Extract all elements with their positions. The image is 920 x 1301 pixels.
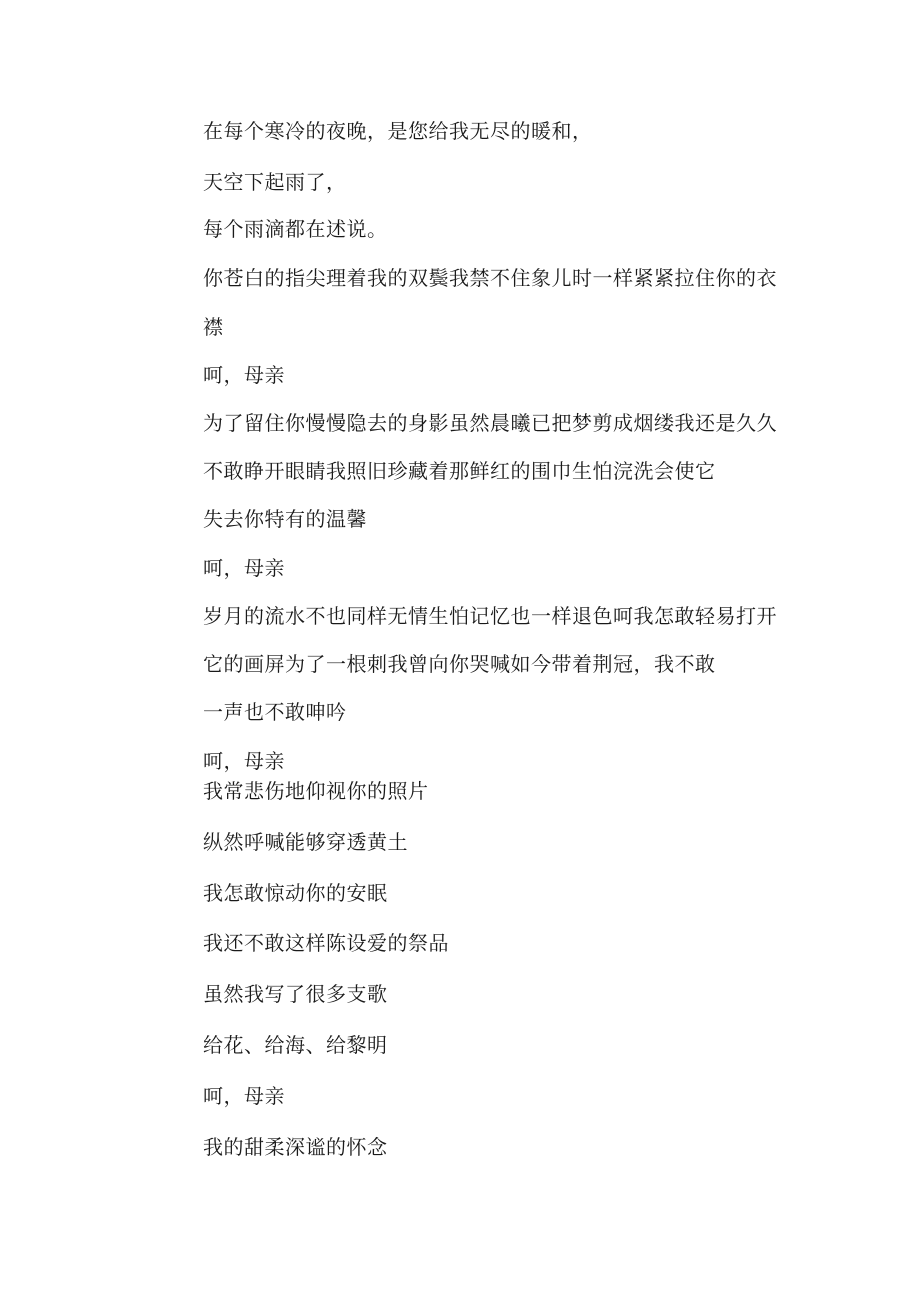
text-line: 一声也不敢呻吟	[203, 700, 347, 724]
text-line: 呵，母亲	[203, 556, 285, 580]
text-line: 我常悲伤地仰视你的照片	[203, 779, 429, 803]
text-line: 每个雨滴都在述说。	[203, 217, 388, 241]
text-line: 虽然我写了很多支歌	[203, 982, 388, 1006]
text-line: 天空下起雨了，	[203, 170, 347, 194]
text-line: 纵然呼喊能够穿透黄土	[203, 830, 408, 854]
text-line: 我的甜柔深谧的怀念	[203, 1135, 388, 1159]
text-line: 失去你特有的温馨	[203, 507, 367, 531]
text-line: 不敢睁开眼睛我照旧珍藏着那鲜红的围巾生怕浣洗会使它	[203, 459, 716, 483]
text-line: 呵，母亲	[203, 1084, 285, 1108]
text-line: 我还不敢这样陈设爱的祭品	[203, 931, 449, 955]
text-line: 你苍白的指尖理着我的双鬓我禁不住象儿时一样紧紧拉住你的衣	[203, 266, 777, 290]
text-line: 在每个寒冷的夜晚，是您给我无尽的暖和，	[203, 119, 593, 143]
text-line: 岁月的流水不也同样无情生怕记忆也一样退色呵我怎敢轻易打开	[203, 604, 777, 628]
text-line: 给花、给海、给黎明	[203, 1033, 388, 1057]
text-line: 它的画屏为了一根刺我曾向你哭喊如今带着荆冠，我不敢	[203, 652, 716, 676]
text-line: 呵，母亲	[203, 749, 285, 773]
text-line: 为了留住你慢慢隐去的身影虽然晨曦已把梦剪成烟缕我还是久久	[203, 411, 777, 435]
text-line: 呵，母亲	[203, 363, 285, 387]
text-line: 襟	[203, 315, 224, 339]
text-line: 我怎敢惊动你的安眠	[203, 881, 388, 905]
